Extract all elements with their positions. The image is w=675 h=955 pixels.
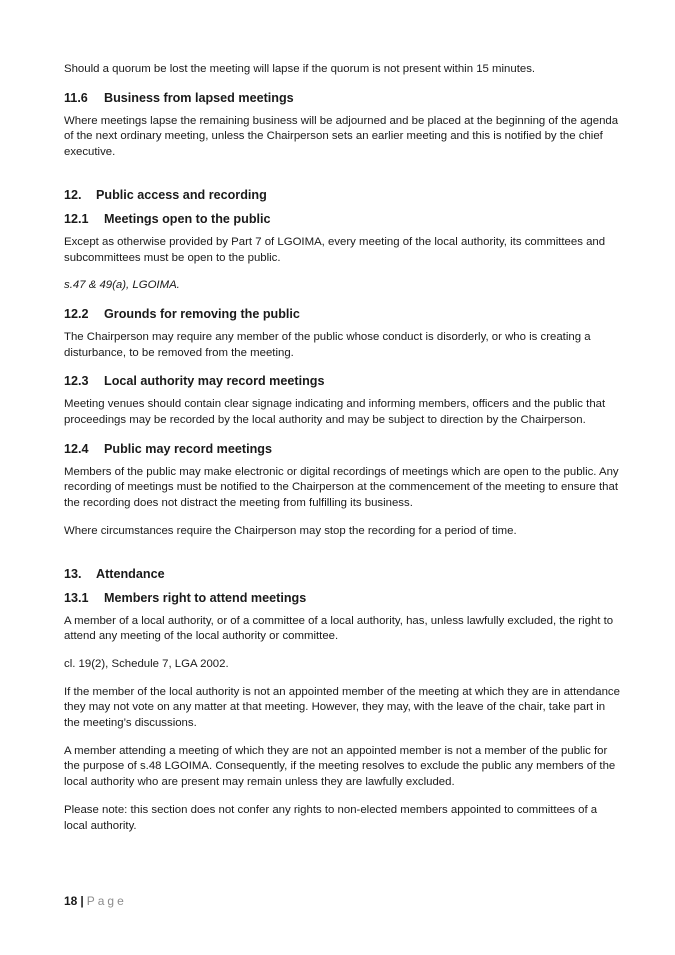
heading-13-1: [64, 590, 620, 606]
heading-title: Members right to attend meetings: [104, 590, 307, 605]
non-appointed-member-paragraph: If the member of the local authority is not an appointed member of the meeting at which they are in attendance they may not vote on any matter at that meeting. However, they may, with the leave of the chair, take part in the meeting’s discussions.: [64, 685, 620, 730]
removing-public-paragraph: The Chairperson may require any member of the public whose conduct is disorderly, or who is creating a disturbance, to be removed from the meeting.: [64, 330, 591, 359]
open-to-public-paragraph: Except as otherwise provided by Part 7 of LGOIMA, every meeting of the local authority, its committees and subcommittees must be open to the public.: [64, 235, 606, 264]
heading-12-3: [64, 373, 620, 389]
public-recording-paragraph: Members of the public may make electronic or digital recordings of meetings which are open to the public. Any recording of meetings must be notified to the Chairperson at the commencement of the meeting to ensure that the recording does not distract the meeting from fulfilling its business.: [64, 465, 619, 510]
heading-number: 12.1: [64, 211, 89, 226]
heading-12-1: [64, 211, 620, 227]
footer-separator: |: [80, 894, 84, 908]
page-label: Page: [86, 894, 127, 908]
page-number: 18: [64, 894, 78, 908]
heading-number: 12.4: [64, 441, 89, 456]
heading-number: 12.2: [64, 306, 89, 321]
please-note-paragraph: Please note: this section does not confer any rights to non-elected members appointed to committees of a local authority.: [64, 803, 598, 832]
heading-number: 11.6: [64, 90, 88, 105]
exclusion-paragraph: A member attending a meeting of which they are not an appointed member is not a member of the public for the purpose of s.48 LGOIMA. Consequently, if the meeting resolves to exclude the public any members of the local authority who are present may remain unless they are lawfully excluded.: [64, 744, 616, 789]
heading-number: 13.: [64, 566, 82, 581]
heading-title: Public access and recording: [96, 187, 267, 202]
heading-title: Business from lapsed meetings: [104, 90, 294, 105]
heading-number: 12.3: [64, 374, 89, 389]
heading-title: Attendance: [96, 566, 165, 581]
heading-number: 13.1: [64, 590, 89, 605]
stop-recording-paragraph: Where circumstances require the Chairperson may stop the recording for a period of time.: [64, 524, 517, 537]
heading-title: Local authority may record meetings: [104, 374, 325, 389]
lga-reference: cl. 19(2), Schedule 7, LGA 2002.: [64, 657, 229, 670]
heading-13: [64, 566, 620, 582]
document-page: [64, 62, 620, 846]
heading-number: 12.: [64, 187, 82, 202]
page-footer: [64, 893, 127, 909]
heading-title: Public may record meetings: [104, 441, 272, 456]
lgoima-reference: s.47 & 49(a), LGOIMA.: [64, 279, 180, 292]
authority-recording-paragraph: Meeting venues should contain clear signage indicating and informing members, officers and the public that proceedings may be recorded by the local authority and may be subject to direction by the Chairperson.: [64, 398, 606, 427]
quorum-paragraph: Should a quorum be lost the meeting will lapse if the quorum is not present within 15 minutes.: [64, 63, 536, 75]
heading-title: Meetings open to the public: [104, 211, 271, 226]
heading-12-4: [64, 441, 620, 457]
heading-title: Grounds for removing the public: [104, 306, 300, 321]
right-to-attend-paragraph: A member of a local authority, or of a committee of a local authority, has, unless lawfully excluded, the right to attend any meeting of the local authority or committee.: [64, 614, 614, 643]
heading-12: [64, 187, 620, 203]
heading-11-6: [64, 90, 620, 106]
lapsed-meetings-paragraph: Where meetings lapse the remaining business will be adjourned and be placed at the beginning of the agenda of the next ordinary meeting, unless the Chairperson sets an earlier meeting and this is notified by the chief executive.: [64, 114, 619, 159]
heading-12-2: [64, 306, 620, 322]
